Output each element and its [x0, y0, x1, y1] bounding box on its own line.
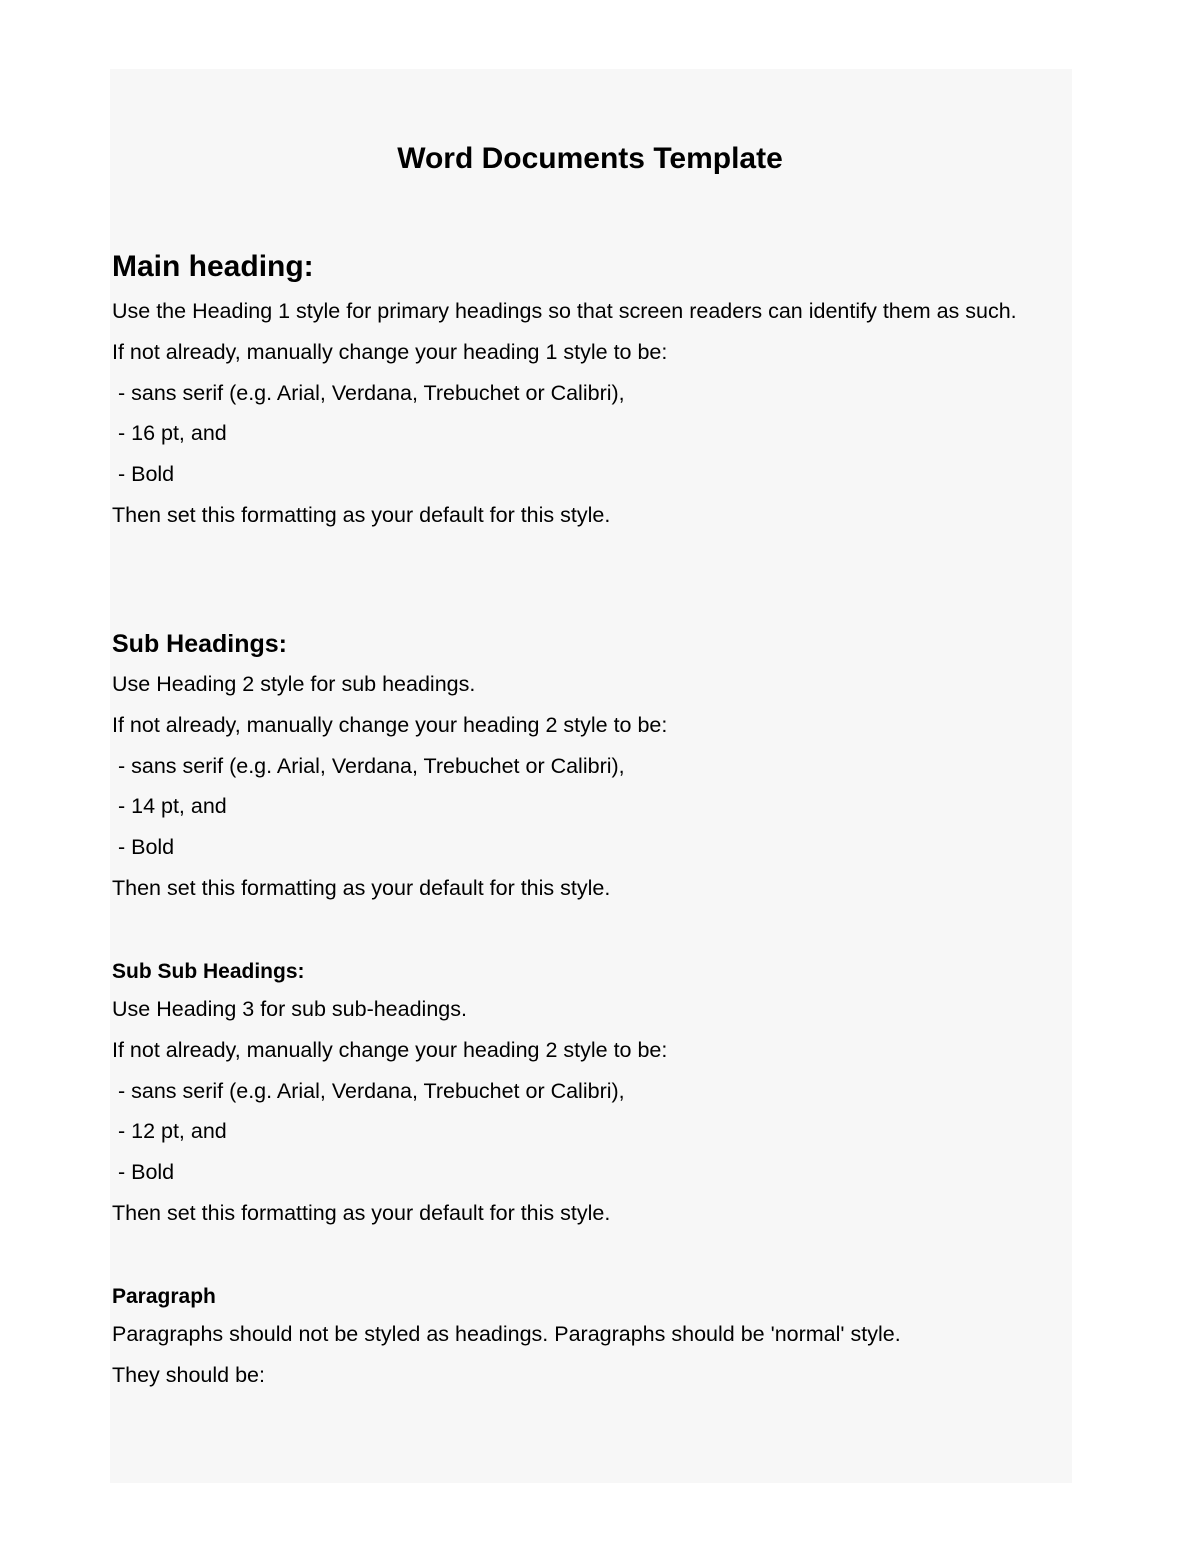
section-main-heading: [112, 247, 1052, 536]
sub-sub-headings-change: If not already, manually change your heading 2 style to be:: [112, 1037, 668, 1062]
paragraph-title: Paragraph: [112, 1285, 216, 1308]
main-heading-outro: Then set this formatting as your default for this style.: [112, 502, 611, 527]
main-heading-intro: Use the Heading 1 style for primary headings so that screen readers can identify them as such.: [112, 299, 1017, 323]
sub-sub-headings-intro: Use Heading 3 for sub sub-headings.: [112, 997, 467, 1021]
paragraph-outro: They should be:: [112, 1362, 265, 1387]
main-heading-item: - 16 pt, and: [112, 421, 227, 446]
main-heading-title: Main heading:: [112, 250, 314, 283]
section-sub-headings: [112, 626, 1052, 909]
sub-sub-headings-title: Sub Sub Headings:: [112, 960, 305, 983]
sub-headings-item: - Bold: [112, 835, 175, 860]
sub-headings-title: Sub Headings:: [112, 630, 288, 658]
sub-headings-intro: Use Heading 2 style for sub headings.: [112, 672, 476, 696]
sub-sub-headings-item: - 12 pt, and: [112, 1119, 227, 1144]
sub-sub-headings-item: - sans serif (e.g. Arial, Verdana, Trebuchet or Calibri),: [112, 1078, 625, 1103]
sub-headings-item: - sans serif (e.g. Arial, Verdana, Trebuchet or Calibri),: [112, 753, 625, 778]
sub-headings-change: If not already, manually change your heading 2 style to be:: [112, 712, 668, 737]
sub-sub-headings-item: - Bold: [112, 1160, 175, 1185]
sub-sub-headings-outro: Then set this formatting as your default for this style.: [112, 1200, 611, 1225]
section-sub-sub-headings: [112, 957, 1052, 1234]
main-heading-change: If not already, manually change your heading 1 style to be:: [112, 339, 668, 364]
sub-headings-outro: Then set this formatting as your default for this style.: [112, 875, 611, 900]
sub-headings-item: - 14 pt, and: [112, 794, 227, 819]
main-heading-item: - Bold: [112, 462, 175, 487]
document-page: [110, 69, 1072, 1483]
document-title: Word Documents Template: [397, 142, 783, 175]
section-paragraph: [112, 1282, 1052, 1396]
paragraph-intro: Paragraphs should not be styled as headings. Paragraphs should be 'normal' style.: [112, 1322, 901, 1346]
main-heading-item: - sans serif (e.g. Arial, Verdana, Trebuchet or Calibri),: [112, 380, 625, 405]
